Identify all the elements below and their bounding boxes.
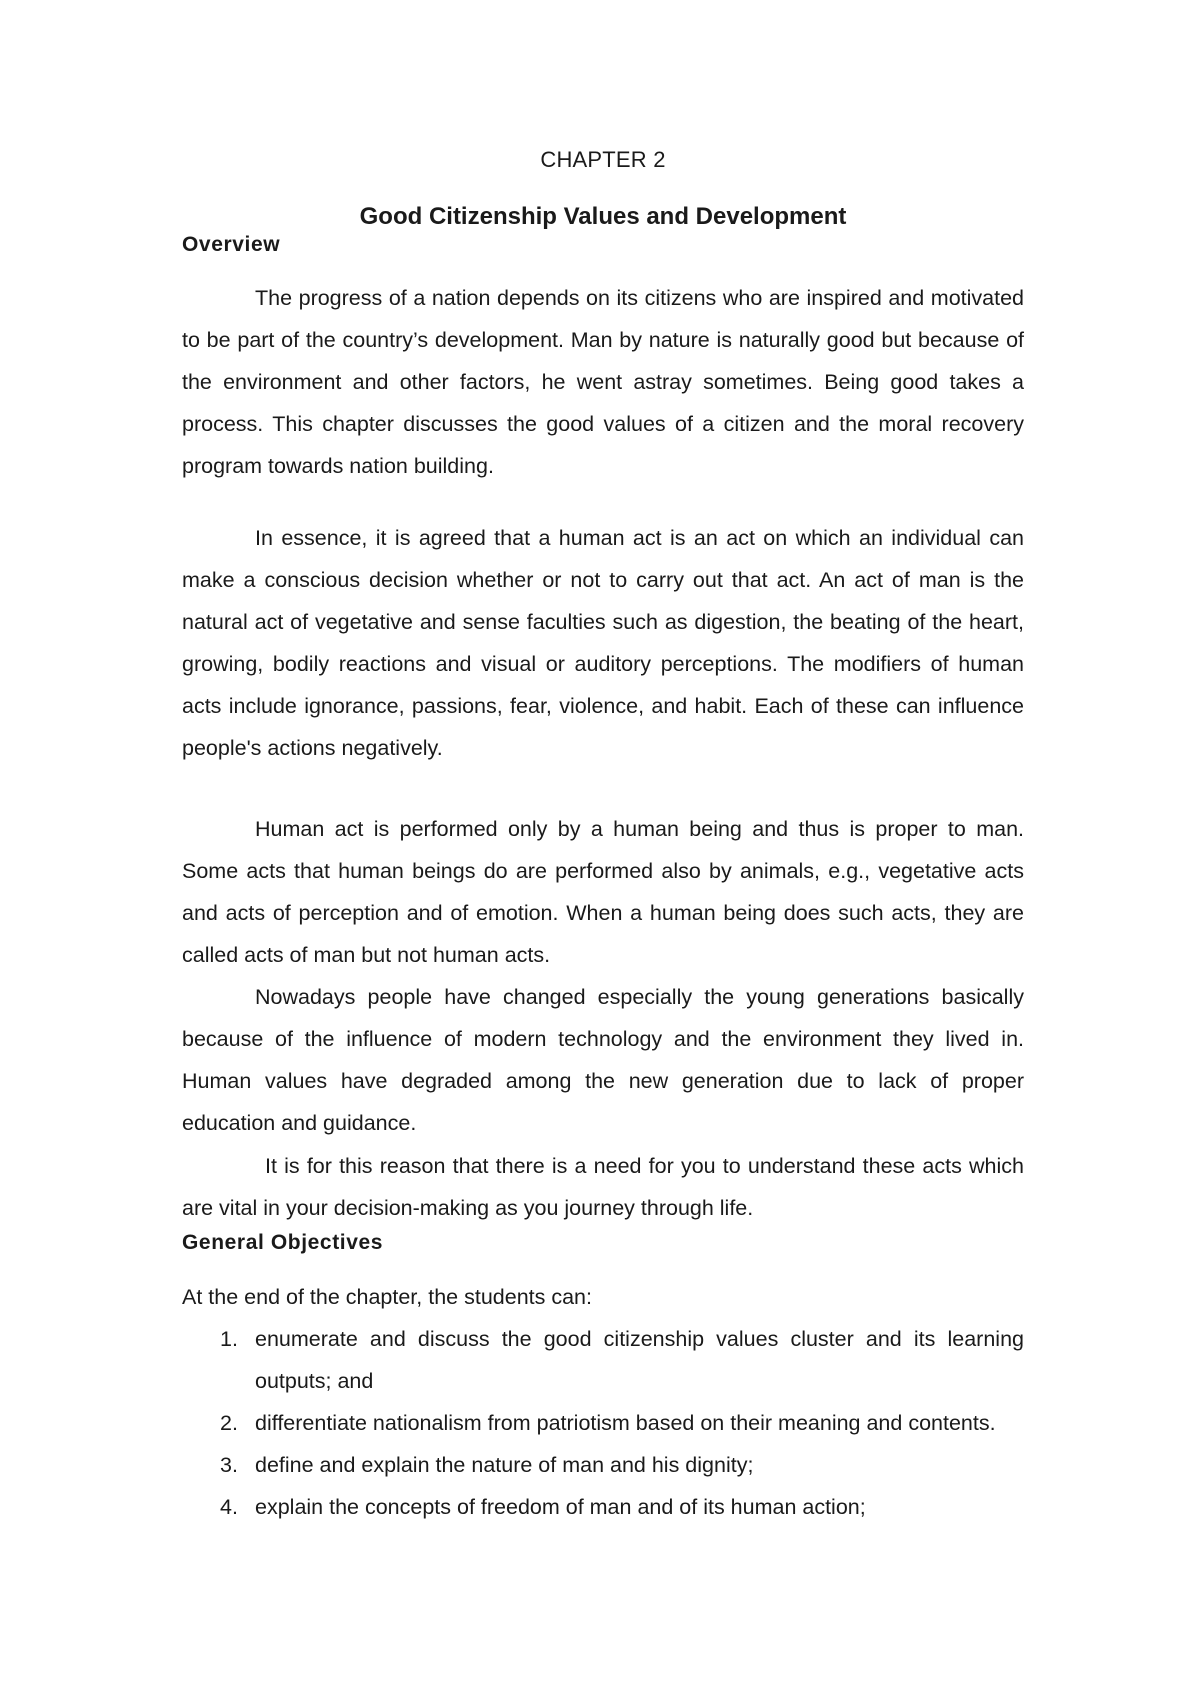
overview-paragraph-3: Human act is performed only by a human being and thus is proper to man. Some acts that human beings do are performed also by animals, e.g., vegetative acts and acts of perception and of emotion. When a human being does such acts, they are called acts of man but not human acts. xyxy=(182,817,1024,967)
objective-number: 1. xyxy=(220,1327,238,1351)
objective-number: 2. xyxy=(220,1411,238,1435)
objectives-heading: General Objectives xyxy=(182,1231,384,1254)
objective-item xyxy=(182,1444,1024,1486)
objectives-list xyxy=(182,1318,1024,1528)
objective-text: differentiate nationalism from patriotism based on their meaning and contents. xyxy=(255,1411,996,1435)
chapter-label: CHAPTER 2 xyxy=(540,147,666,172)
objectives-intro: At the end of the chapter, the students can: xyxy=(182,1285,592,1309)
objective-number: 3. xyxy=(220,1453,238,1477)
objective-item xyxy=(182,1486,1024,1528)
overview-paragraph-1: The progress of a nation depends on its citizens who are inspired and motivated to be part of the country’s development. Man by nature is naturally good but because of the environment and other factors, he went astray sometimes. Being good takes a process. This chapter discusses the good values of a citizen and the moral recovery program towards nation building. xyxy=(182,286,1024,478)
overview-paragraph-4: Nowadays people have changed especially the young generations basically because of the influence of modern technology and the environment they lived in. Human values have degraded among the new generation due to lack of proper education and guidance. xyxy=(182,985,1024,1135)
objective-text: explain the concepts of freedom of man and of its human action; xyxy=(255,1495,866,1519)
objective-item xyxy=(182,1318,1024,1402)
objective-text: enumerate and discuss the good citizenship values cluster and its learning outputs; and xyxy=(255,1327,1024,1393)
overview-paragraph-5: It is for this reason that there is a need for you to understand these acts which are vital in your decision-making as you journey through life. xyxy=(182,1154,1024,1220)
chapter-title: Good Citizenship Values and Development xyxy=(359,203,847,230)
objective-text: define and explain the nature of man and his dignity; xyxy=(255,1453,754,1477)
overview-paragraph-2: In essence, it is agreed that a human act is an act on which an individual can make a conscious decision whether or not to carry out that act. An act of man is the natural act of vegetative and sense faculties such as digestion, the beating of the heart, growing, bodily reactions and visual or auditory perceptions. The modifiers of human acts include ignorance, passions, fear, violence, and habit. Each of these can influence people's actions negatively. xyxy=(182,526,1024,760)
objective-item xyxy=(182,1402,1024,1444)
overview-heading: Overview xyxy=(182,233,281,256)
objective-number: 4. xyxy=(220,1495,238,1519)
